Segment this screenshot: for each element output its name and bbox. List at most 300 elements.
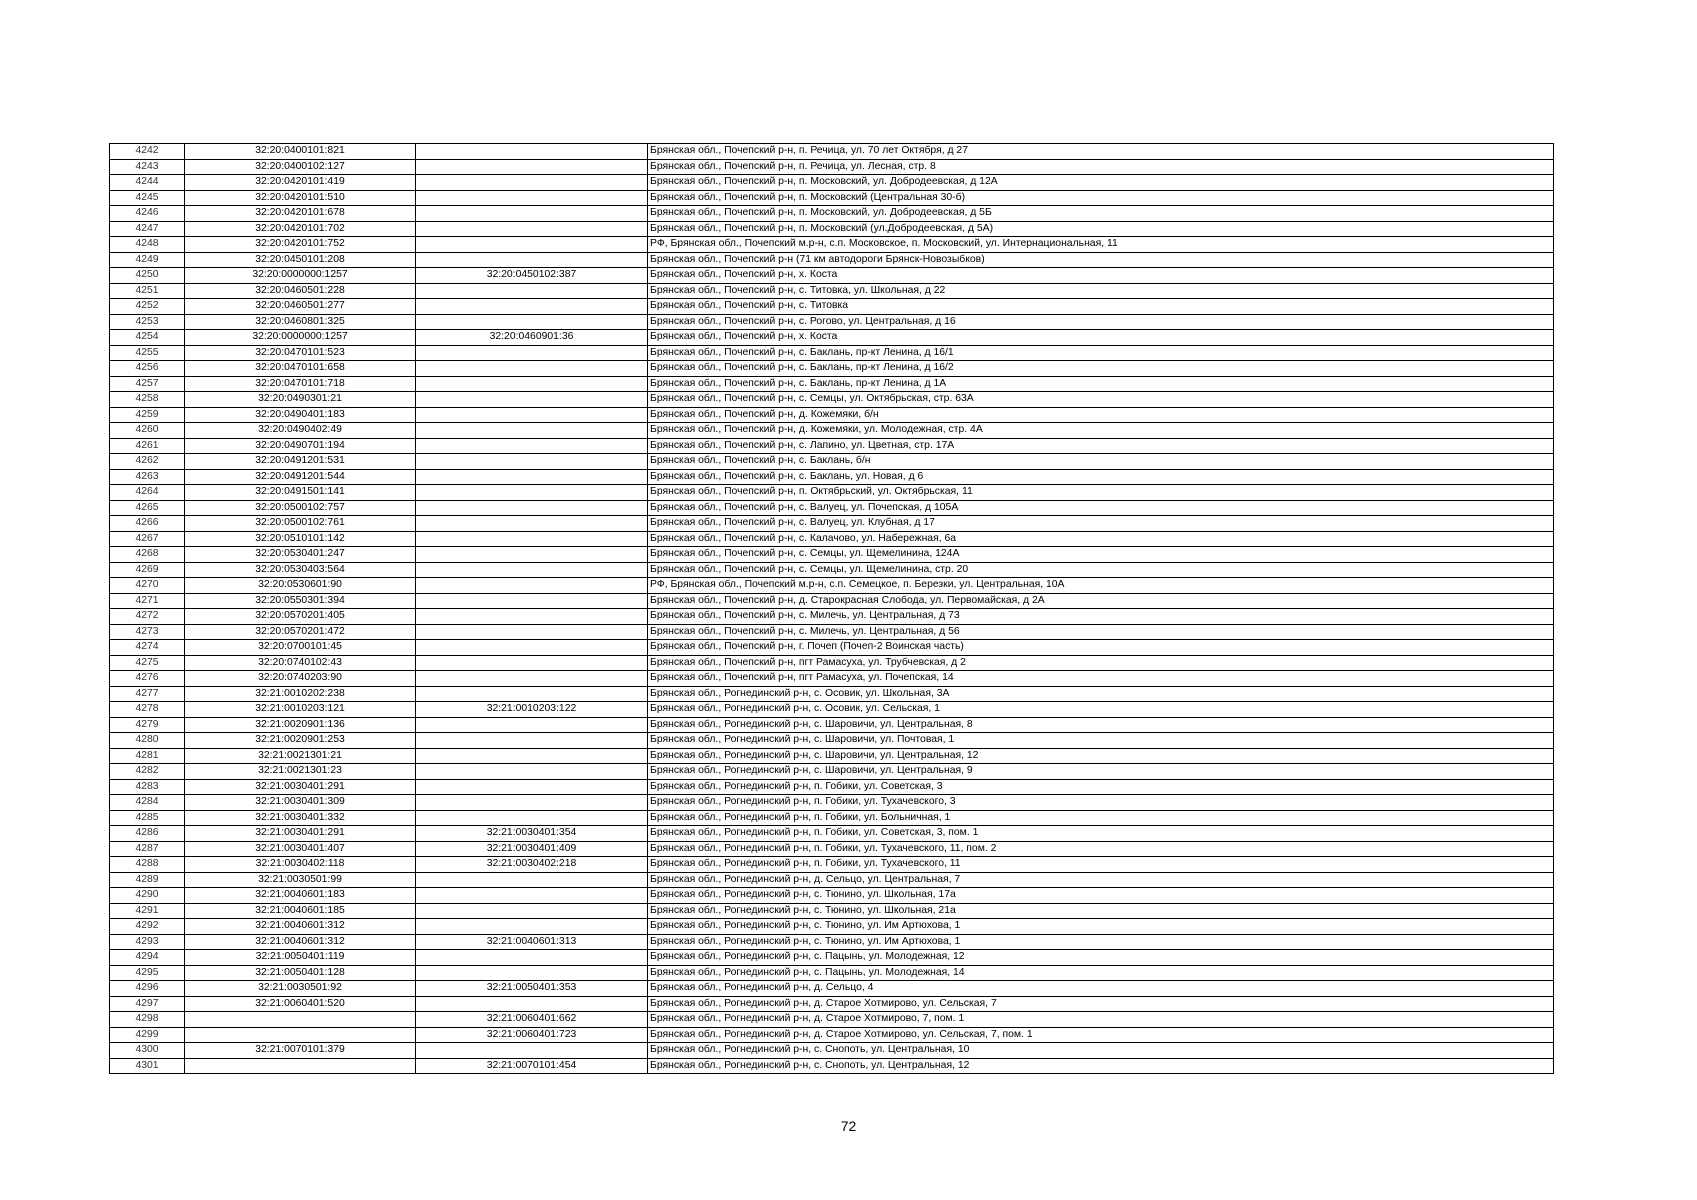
cadastral-number-cell: 32:20:0550301:394	[185, 593, 416, 609]
related-cadastral-number-cell	[416, 671, 648, 687]
related-cadastral-number-cell	[416, 593, 648, 609]
related-cadastral-number-cell: 32:21:0030401:354	[416, 826, 648, 842]
related-cadastral-number-cell	[416, 454, 648, 470]
row-number-cell: 4286	[110, 826, 185, 842]
row-number-cell: 4257	[110, 376, 185, 392]
related-cadastral-number-cell	[416, 345, 648, 361]
address-cell: Брянская обл., Рогнединский р-н, с. Шаровичи, ул. Центральная, 12	[648, 748, 1554, 764]
table-row	[110, 330, 1554, 346]
cadastral-number-cell: 32:21:0021301:21	[185, 748, 416, 764]
address-cell: Брянская обл., Почепский р-н, с. Баклань, пр-кт Ленина, д 16/1	[648, 345, 1554, 361]
address-cell: Брянская обл., Рогнединский р-н, д. Старое Хотмирово, ул. Сельская, 7, пом. 1	[648, 1027, 1554, 1043]
related-cadastral-number-cell	[416, 748, 648, 764]
cadastral-number-cell: 32:20:0420101:702	[185, 221, 416, 237]
cadastral-number-cell: 32:21:0040601:312	[185, 919, 416, 935]
cadastral-number-cell: 32:20:0460501:228	[185, 283, 416, 299]
address-cell: Брянская обл., Почепский р-н, х. Коста	[648, 330, 1554, 346]
cadastral-number-cell: 32:20:0491501:141	[185, 485, 416, 501]
related-cadastral-number-cell	[416, 190, 648, 206]
address-cell: Брянская обл., Почепский р-н, пгт Рамасуха, ул. Трубчевская, д 2	[648, 655, 1554, 671]
row-number-cell: 4268	[110, 547, 185, 563]
related-cadastral-number-cell	[416, 950, 648, 966]
table-row	[110, 361, 1554, 377]
row-number-cell: 4245	[110, 190, 185, 206]
related-cadastral-number-cell	[416, 392, 648, 408]
registry-table-body	[110, 144, 1554, 1074]
address-cell: Брянская обл., Почепский р-н, п. Московский (Центральная 30-б)	[648, 190, 1554, 206]
row-number-cell: 4297	[110, 996, 185, 1012]
table-row	[110, 965, 1554, 981]
row-number-cell: 4254	[110, 330, 185, 346]
cadastral-number-cell: 32:21:0040601:183	[185, 888, 416, 904]
related-cadastral-number-cell	[416, 779, 648, 795]
cadastral-number-cell: 32:20:0500102:757	[185, 500, 416, 516]
related-cadastral-number-cell	[416, 686, 648, 702]
row-number-cell: 4288	[110, 857, 185, 873]
related-cadastral-number-cell	[416, 996, 648, 1012]
table-row	[110, 733, 1554, 749]
cadastral-number-cell: 32:20:0470101:523	[185, 345, 416, 361]
address-cell: РФ, Брянская обл., Почепский м.р-н, с.п. Семецкое, п. Березки, ул. Центральная, 10А	[648, 578, 1554, 594]
address-cell: Брянская обл., Почепский р-н, х. Коста	[648, 268, 1554, 284]
table-row	[110, 1012, 1554, 1028]
address-cell: Брянская обл., Рогнединский р-н, д. Сельцо, ул. Центральная, 7	[648, 872, 1554, 888]
table-row	[110, 810, 1554, 826]
table-row	[110, 1058, 1554, 1074]
cadastral-number-cell: 32:20:0570201:405	[185, 609, 416, 625]
address-cell: Брянская обл., Рогнединский р-н, п. Гобики, ул. Тухачевского, 11, пом. 2	[648, 841, 1554, 857]
cadastral-number-cell	[185, 1012, 416, 1028]
cadastral-number-cell: 32:20:0740102:43	[185, 655, 416, 671]
related-cadastral-number-cell: 32:21:0060401:662	[416, 1012, 648, 1028]
cadastral-number-cell: 32:20:0490402:49	[185, 423, 416, 439]
address-cell: Брянская обл., Рогнединский р-н, с. Пацынь, ул. Молодежная, 14	[648, 965, 1554, 981]
row-number-cell: 4279	[110, 717, 185, 733]
address-cell: Брянская обл., Рогнединский р-н, с. Шаровичи, ул. Центральная, 9	[648, 764, 1554, 780]
cadastral-number-cell: 32:20:0470101:658	[185, 361, 416, 377]
related-cadastral-number-cell	[416, 500, 648, 516]
related-cadastral-number-cell	[416, 609, 648, 625]
address-cell: Брянская обл., Рогнединский р-н, с. Осовик, ул. Сельская, 1	[648, 702, 1554, 718]
related-cadastral-number-cell	[416, 485, 648, 501]
related-cadastral-number-cell	[416, 159, 648, 175]
related-cadastral-number-cell	[416, 283, 648, 299]
cadastral-number-cell: 32:20:0530403:564	[185, 562, 416, 578]
table-row	[110, 702, 1554, 718]
address-cell: Брянская обл., Почепский р-н, с. Валуец, ул. Клубная, д 17	[648, 516, 1554, 532]
related-cadastral-number-cell	[416, 717, 648, 733]
table-row	[110, 407, 1554, 423]
related-cadastral-number-cell: 32:21:0040601:313	[416, 934, 648, 950]
table-row	[110, 547, 1554, 563]
address-cell: Брянская обл., Рогнединский р-н, с. Тюнино, ул. Им Артюхова, 1	[648, 919, 1554, 935]
related-cadastral-number-cell	[416, 888, 648, 904]
row-number-cell: 4255	[110, 345, 185, 361]
table-row	[110, 655, 1554, 671]
related-cadastral-number-cell	[416, 1043, 648, 1059]
row-number-cell: 4270	[110, 578, 185, 594]
table-row	[110, 237, 1554, 253]
cadastral-number-cell: 32:20:0490401:183	[185, 407, 416, 423]
related-cadastral-number-cell	[416, 655, 648, 671]
table-row	[110, 392, 1554, 408]
address-cell: Брянская обл., Почепский р-н, п. Речица, ул. 70 лет Октября, д 27	[648, 144, 1554, 160]
related-cadastral-number-cell	[416, 376, 648, 392]
row-number-cell: 4243	[110, 159, 185, 175]
related-cadastral-number-cell	[416, 872, 648, 888]
table-row	[110, 314, 1554, 330]
cadastral-number-cell: 32:20:0400102:127	[185, 159, 416, 175]
address-cell: Брянская обл., Почепский р-н (71 км автодороги Брянск-Новозыбков)	[648, 252, 1554, 268]
table-row	[110, 609, 1554, 625]
row-number-cell: 4259	[110, 407, 185, 423]
related-cadastral-number-cell	[416, 764, 648, 780]
related-cadastral-number-cell	[416, 206, 648, 222]
related-cadastral-number-cell: 32:21:0060401:723	[416, 1027, 648, 1043]
row-number-cell: 4252	[110, 299, 185, 315]
cadastral-number-cell: 32:21:0030401:291	[185, 826, 416, 842]
cadastral-number-cell	[185, 1027, 416, 1043]
cadastral-number-cell: 32:20:0491201:544	[185, 469, 416, 485]
row-number-cell: 4242	[110, 144, 185, 160]
related-cadastral-number-cell	[416, 516, 648, 532]
cadastral-number-cell: 32:20:0450101:208	[185, 252, 416, 268]
table-row	[110, 516, 1554, 532]
address-cell: Брянская обл., Почепский р-н, пгт Рамасуха, ул. Почепская, 14	[648, 671, 1554, 687]
related-cadastral-number-cell	[416, 919, 648, 935]
address-cell: Брянская обл., Почепский р-н, с. Милечь, ул. Центральная, д 56	[648, 624, 1554, 640]
row-number-cell: 4284	[110, 795, 185, 811]
address-cell: Брянская обл., Почепский р-н, д. Кожемяки, ул. Молодежная, стр. 4А	[648, 423, 1554, 439]
registry-table	[109, 143, 1554, 1074]
related-cadastral-number-cell	[416, 469, 648, 485]
related-cadastral-number-cell: 32:21:0030402:218	[416, 857, 648, 873]
row-number-cell: 4263	[110, 469, 185, 485]
row-number-cell: 4295	[110, 965, 185, 981]
table-row	[110, 562, 1554, 578]
table-row	[110, 934, 1554, 950]
address-cell: Брянская обл., Почепский р-н, с. Титовка	[648, 299, 1554, 315]
address-cell: Брянская обл., Рогнединский р-н, с. Шаровичи, ул. Почтовая, 1	[648, 733, 1554, 749]
address-cell: Брянская обл., Почепский р-н, п. Речица, ул. Лесная, стр. 8	[648, 159, 1554, 175]
cadastral-number-cell: 32:20:0460801:325	[185, 314, 416, 330]
table-row	[110, 376, 1554, 392]
row-number-cell: 4246	[110, 206, 185, 222]
cadastral-number-cell: 32:20:0000000:1257	[185, 330, 416, 346]
cadastral-number-cell: 32:20:0420101:678	[185, 206, 416, 222]
row-number-cell: 4269	[110, 562, 185, 578]
address-cell: Брянская обл., Рогнединский р-н, п. Гобики, ул. Советская, 3, пом. 1	[648, 826, 1554, 842]
cadastral-number-cell: 32:21:0030401:309	[185, 795, 416, 811]
row-number-cell: 4296	[110, 981, 185, 997]
address-cell: Брянская обл., Почепский р-н, с. Семцы, ул. Октябрьская, стр. 63А	[648, 392, 1554, 408]
related-cadastral-number-cell	[416, 144, 648, 160]
row-number-cell: 4248	[110, 237, 185, 253]
cadastral-number-cell: 32:21:0030401:291	[185, 779, 416, 795]
row-number-cell: 4289	[110, 872, 185, 888]
related-cadastral-number-cell	[416, 361, 648, 377]
row-number-cell: 4291	[110, 903, 185, 919]
cadastral-number-cell: 32:21:0040601:312	[185, 934, 416, 950]
cadastral-number-cell: 32:21:0021301:23	[185, 764, 416, 780]
table-row	[110, 779, 1554, 795]
cadastral-number-cell: 32:20:0510101:142	[185, 531, 416, 547]
row-number-cell: 4244	[110, 175, 185, 191]
row-number-cell: 4247	[110, 221, 185, 237]
address-cell: Брянская обл., Рогнединский р-н, п. Гобики, ул. Советская, 3	[648, 779, 1554, 795]
row-number-cell: 4282	[110, 764, 185, 780]
cadastral-number-cell: 32:20:0420101:752	[185, 237, 416, 253]
cadastral-number-cell: 32:20:0740203:90	[185, 671, 416, 687]
address-cell: Брянская обл., Почепский р-н, п. Московский, ул. Добродеевская, д 12А	[648, 175, 1554, 191]
cadastral-number-cell: 32:21:0020901:253	[185, 733, 416, 749]
related-cadastral-number-cell: 32:20:0450102:387	[416, 268, 648, 284]
table-row	[110, 795, 1554, 811]
related-cadastral-number-cell	[416, 237, 648, 253]
related-cadastral-number-cell	[416, 299, 648, 315]
table-row	[110, 950, 1554, 966]
row-number-cell: 4281	[110, 748, 185, 764]
address-cell: Брянская обл., Почепский р-н, с. Лапино, ул. Цветная, стр. 17А	[648, 438, 1554, 454]
table-row	[110, 175, 1554, 191]
related-cadastral-number-cell	[416, 562, 648, 578]
cadastral-number-cell: 32:20:0491201:531	[185, 454, 416, 470]
related-cadastral-number-cell	[416, 423, 648, 439]
cadastral-number-cell: 32:21:0030402:118	[185, 857, 416, 873]
table-row	[110, 469, 1554, 485]
row-number-cell: 4300	[110, 1043, 185, 1059]
table-row	[110, 686, 1554, 702]
related-cadastral-number-cell	[416, 795, 648, 811]
table-row	[110, 857, 1554, 873]
address-cell: Брянская обл., Рогнединский р-н, п. Гобики, ул. Тухачевского, 3	[648, 795, 1554, 811]
row-number-cell: 4278	[110, 702, 185, 718]
address-cell: Брянская обл., Рогнединский р-н, с. Осовик, ул. Школьная, 3А	[648, 686, 1554, 702]
row-number-cell: 4249	[110, 252, 185, 268]
row-number-cell: 4261	[110, 438, 185, 454]
table-row	[110, 252, 1554, 268]
table-row	[110, 423, 1554, 439]
row-number-cell: 4274	[110, 640, 185, 656]
row-number-cell: 4287	[110, 841, 185, 857]
table-row	[110, 283, 1554, 299]
cadastral-number-cell: 32:20:0490301:21	[185, 392, 416, 408]
table-row	[110, 764, 1554, 780]
cadastral-number-cell: 32:20:0470101:718	[185, 376, 416, 392]
table-row	[110, 500, 1554, 516]
related-cadastral-number-cell	[416, 810, 648, 826]
related-cadastral-number-cell	[416, 640, 648, 656]
row-number-cell: 4251	[110, 283, 185, 299]
table-row	[110, 903, 1554, 919]
table-row	[110, 872, 1554, 888]
cadastral-number-cell: 32:21:0050401:119	[185, 950, 416, 966]
address-cell: Брянская обл., Рогнединский р-н, д. Старое Хотмирово, ул. Сельская, 7	[648, 996, 1554, 1012]
table-row	[110, 919, 1554, 935]
table-row	[110, 268, 1554, 284]
address-cell: Брянская обл., Рогнединский р-н, с. Тюнино, ул. Школьная, 21а	[648, 903, 1554, 919]
address-cell: Брянская обл., Почепский р-н, с. Баклань, пр-кт Ленина, д 1А	[648, 376, 1554, 392]
table-row	[110, 345, 1554, 361]
related-cadastral-number-cell	[416, 175, 648, 191]
related-cadastral-number-cell	[416, 547, 648, 563]
cadastral-number-cell: 32:20:0420101:510	[185, 190, 416, 206]
cadastral-number-cell: 32:20:0000000:1257	[185, 268, 416, 284]
cadastral-number-cell: 32:21:0030401:332	[185, 810, 416, 826]
address-cell: Брянская обл., Почепский р-н, с. Титовка, ул. Школьная, д 22	[648, 283, 1554, 299]
address-cell: Брянская обл., Рогнединский р-н, с. Тюнино, ул. Школьная, 17а	[648, 888, 1554, 904]
cadastral-number-cell: 32:21:0040601:185	[185, 903, 416, 919]
row-number-cell: 4258	[110, 392, 185, 408]
cadastral-number-cell: 32:21:0050401:128	[185, 965, 416, 981]
address-cell: Брянская обл., Почепский р-н, с. Валуец, ул. Почепская, д 105А	[648, 500, 1554, 516]
address-cell: Брянская обл., Почепский р-н, с. Милечь, ул. Центральная, д 73	[648, 609, 1554, 625]
cadastral-number-cell: 32:20:0460501:277	[185, 299, 416, 315]
row-number-cell: 4277	[110, 686, 185, 702]
table-row	[110, 578, 1554, 594]
row-number-cell: 4256	[110, 361, 185, 377]
related-cadastral-number-cell	[416, 314, 648, 330]
row-number-cell: 4262	[110, 454, 185, 470]
cadastral-number-cell: 32:21:0060401:520	[185, 996, 416, 1012]
row-number-cell: 4266	[110, 516, 185, 532]
table-row	[110, 826, 1554, 842]
related-cadastral-number-cell: 32:21:0050401:353	[416, 981, 648, 997]
cadastral-number-cell: 32:20:0420101:419	[185, 175, 416, 191]
row-number-cell: 4285	[110, 810, 185, 826]
address-cell: Брянская обл., Рогнединский р-н, д. Сельцо, 4	[648, 981, 1554, 997]
address-cell: Брянская обл., Рогнединский р-н, п. Гобики, ул. Больничная, 1	[648, 810, 1554, 826]
related-cadastral-number-cell	[416, 221, 648, 237]
cadastral-number-cell: 32:20:0570201:472	[185, 624, 416, 640]
cadastral-number-cell: 32:20:0700101:45	[185, 640, 416, 656]
cadastral-number-cell: 32:20:0530601:90	[185, 578, 416, 594]
row-number-cell: 4253	[110, 314, 185, 330]
cadastral-number-cell: 32:21:0020901:136	[185, 717, 416, 733]
page-number: 72	[840, 1118, 857, 1134]
cadastral-number-cell: 32:21:0010202:238	[185, 686, 416, 702]
table-row	[110, 640, 1554, 656]
address-cell: Брянская обл., Почепский р-н, с. Семцы, ул. Щемелинина, стр. 20	[648, 562, 1554, 578]
cadastral-number-cell: 32:20:0490701:194	[185, 438, 416, 454]
address-cell: Брянская обл., Почепский р-н, с. Баклань, пр-кт Ленина, д 16/2	[648, 361, 1554, 377]
row-number-cell: 4272	[110, 609, 185, 625]
address-cell: Брянская обл., Почепский р-н, г. Почеп (Почеп-2 Воинская часть)	[648, 640, 1554, 656]
table-row	[110, 888, 1554, 904]
related-cadastral-number-cell	[416, 965, 648, 981]
related-cadastral-number-cell	[416, 624, 648, 640]
row-number-cell: 4299	[110, 1027, 185, 1043]
table-row	[110, 190, 1554, 206]
address-cell: Брянская обл., Почепский р-н, п. Октябрьский, ул. Октябрьская, 11	[648, 485, 1554, 501]
table-row	[110, 299, 1554, 315]
table-row	[110, 593, 1554, 609]
related-cadastral-number-cell	[416, 733, 648, 749]
address-cell: Брянская обл., Рогнединский р-н, п. Гобики, ул. Тухачевского, 11	[648, 857, 1554, 873]
cadastral-number-cell: 32:21:0010203:121	[185, 702, 416, 718]
table-row	[110, 454, 1554, 470]
address-cell: Брянская обл., Рогнединский р-н, с. Тюнино, ул. Им Артюхова, 1	[648, 934, 1554, 950]
table-row	[110, 438, 1554, 454]
related-cadastral-number-cell: 32:21:0070101:454	[416, 1058, 648, 1074]
row-number-cell: 4250	[110, 268, 185, 284]
related-cadastral-number-cell: 32:20:0460901:36	[416, 330, 648, 346]
row-number-cell: 4294	[110, 950, 185, 966]
cadastral-number-cell: 32:20:0500102:761	[185, 516, 416, 532]
row-number-cell: 4273	[110, 624, 185, 640]
table-row	[110, 717, 1554, 733]
address-cell: Брянская обл., Почепский р-н, с. Калачово, ул. Набережная, 6а	[648, 531, 1554, 547]
table-row	[110, 841, 1554, 857]
address-cell: Брянская обл., Почепский р-н, д. Кожемяки, б/н	[648, 407, 1554, 423]
table-row	[110, 748, 1554, 764]
table-row	[110, 1043, 1554, 1059]
related-cadastral-number-cell	[416, 438, 648, 454]
row-number-cell: 4271	[110, 593, 185, 609]
table-row	[110, 221, 1554, 237]
row-number-cell: 4267	[110, 531, 185, 547]
table-row	[110, 996, 1554, 1012]
address-cell: Брянская обл., Рогнединский р-н, д. Старое Хотмирово, 7, пом. 1	[648, 1012, 1554, 1028]
address-cell: Брянская обл., Почепский р-н, с. Семцы, ул. Щемелинина, 124А	[648, 547, 1554, 563]
address-cell: Брянская обл., Рогнединский р-н, с. Пацынь, ул. Молодежная, 12	[648, 950, 1554, 966]
related-cadastral-number-cell	[416, 531, 648, 547]
address-cell: Брянская обл., Почепский р-н, д. Старокрасная Слобода, ул. Первомайская, д 2А	[648, 593, 1554, 609]
cadastral-number-cell: 32:20:0530401:247	[185, 547, 416, 563]
row-number-cell: 4276	[110, 671, 185, 687]
address-cell: Брянская обл., Почепский р-н, п. Московский (ул.Добродеевская, д 5А)	[648, 221, 1554, 237]
row-number-cell: 4265	[110, 500, 185, 516]
related-cadastral-number-cell: 32:21:0010203:122	[416, 702, 648, 718]
row-number-cell: 4283	[110, 779, 185, 795]
row-number-cell: 4293	[110, 934, 185, 950]
table-row	[110, 1027, 1554, 1043]
address-cell: Брянская обл., Рогнединский р-н, с. Шаровичи, ул. Центральная, 8	[648, 717, 1554, 733]
related-cadastral-number-cell	[416, 407, 648, 423]
cadastral-number-cell: 32:21:0030501:99	[185, 872, 416, 888]
table-row	[110, 671, 1554, 687]
table-row	[110, 206, 1554, 222]
table-row	[110, 981, 1554, 997]
cadastral-number-cell: 32:21:0070101:379	[185, 1043, 416, 1059]
address-cell: Брянская обл., Почепский р-н, с. Рогово, ул. Центральная, д 16	[648, 314, 1554, 330]
row-number-cell: 4280	[110, 733, 185, 749]
address-cell: Брянская обл., Рогнединский р-н, с. Снопоть, ул. Центральная, 10	[648, 1043, 1554, 1059]
row-number-cell: 4264	[110, 485, 185, 501]
cadastral-number-cell	[185, 1058, 416, 1074]
cadastral-number-cell: 32:21:0030401:407	[185, 841, 416, 857]
related-cadastral-number-cell	[416, 578, 648, 594]
table-row	[110, 531, 1554, 547]
related-cadastral-number-cell	[416, 252, 648, 268]
row-number-cell: 4298	[110, 1012, 185, 1028]
address-cell: РФ, Брянская обл., Почепский м.р-н, с.п. Московское, п. Московский, ул. Интернациональная, 11	[648, 237, 1554, 253]
address-cell: Брянская обл., Почепский р-н, с. Баклань, ул. Новая, д 6	[648, 469, 1554, 485]
table-row	[110, 144, 1554, 160]
row-number-cell: 4292	[110, 919, 185, 935]
table-row	[110, 485, 1554, 501]
address-cell: Брянская обл., Почепский р-н, с. Баклань, б/н	[648, 454, 1554, 470]
row-number-cell: 4275	[110, 655, 185, 671]
table-row	[110, 624, 1554, 640]
table-row	[110, 159, 1554, 175]
row-number-cell: 4301	[110, 1058, 185, 1074]
related-cadastral-number-cell: 32:21:0030401:409	[416, 841, 648, 857]
related-cadastral-number-cell	[416, 903, 648, 919]
row-number-cell: 4260	[110, 423, 185, 439]
address-cell: Брянская обл., Рогнединский р-н, с. Снопоть, ул. Центральная, 12	[648, 1058, 1554, 1074]
address-cell: Брянская обл., Почепский р-н, п. Московский, ул. Добродеевская, д 5Б	[648, 206, 1554, 222]
